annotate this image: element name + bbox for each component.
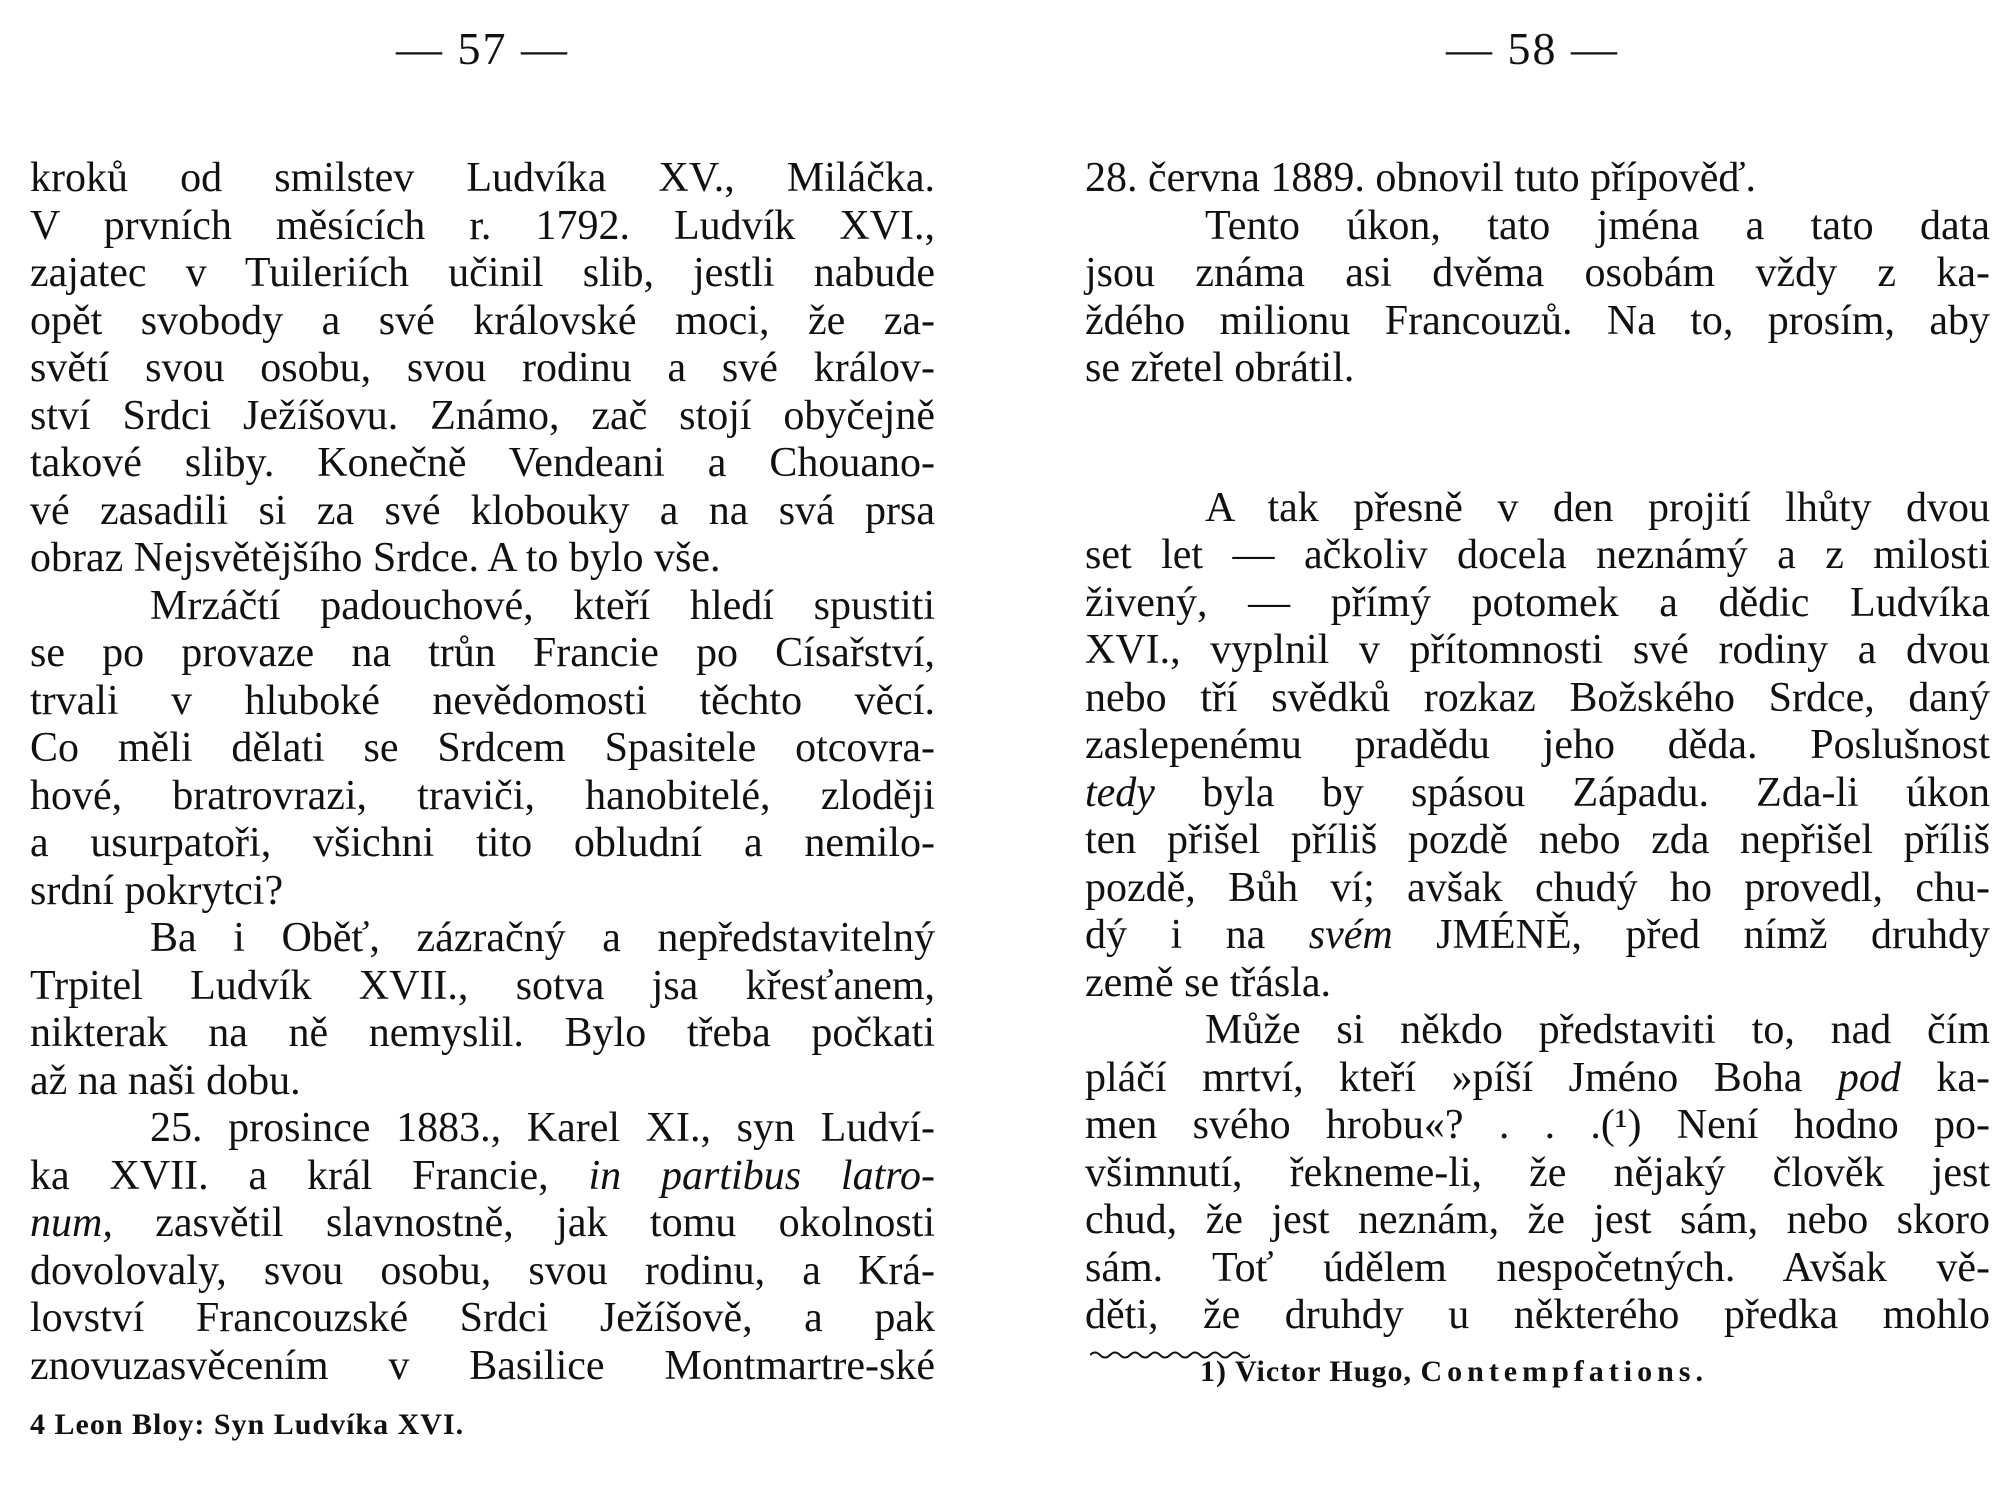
footnote-author: Victor Hugo, [1234, 1355, 1412, 1388]
italic-phrase: num, [30, 1200, 113, 1246]
page-number-right: — 58 — [1446, 23, 1619, 74]
text-line: obraz Nejsvětějšího Srdce. A to bylo vše. [30, 535, 721, 581]
text-line: zaslepenému pradědu jeho děda. Poslušnost [1085, 722, 1990, 768]
text-line: men svého hrobu«? . . .(¹) Není hodno po- [1085, 1102, 1990, 1148]
text-line: Může si někdo představiti to, nad čím [1205, 1007, 1990, 1053]
italic-word: pod [1837, 1054, 1901, 1101]
text-line: lovství Francouzské Srdci Ježíšově, a pak [30, 1295, 935, 1341]
text-line: sám. Toť údělem nespočetných. Avšak vě- [1085, 1244, 1990, 1291]
text-fragment: pláčí mrtví, kteří »píší Jméno Boha [1085, 1054, 1803, 1101]
text-line [1085, 912, 1990, 960]
text-line: A tak přesně v den projití lhůty dvou [1205, 484, 1990, 531]
text-line: jsou známa asi dvěma osobám vždy z ka- [1085, 250, 1990, 296]
text-line: 25. prosince 1883., Karel XI., syn Ludví- [150, 1105, 935, 1151]
text-line: hové, bratrovrazi, traviči, hanobitelé, zloději [30, 772, 935, 819]
text-fragment: ka XVII. a král Francie, [30, 1152, 549, 1199]
text-line: chud, že jest neznám, že jest sám, nebo skoro [1085, 1197, 1990, 1243]
footnote [1200, 1355, 1708, 1389]
italic-word: svém [1308, 912, 1393, 958]
right-page-text [1085, 155, 1990, 1340]
text-line: nikterak na ně nemyslil. Bylo třeba počkati [30, 1010, 935, 1056]
text-line: XVI., vyplnil v přítomnosti své rodiny a dvou [1085, 627, 1990, 673]
text-line: všimnutí, řekneme-li, že nějaký člověk jest [1085, 1149, 1990, 1196]
text-fragment: zasvětil slavnostně, jak tomu okolnosti [155, 1200, 936, 1246]
italic-word: tedy [1085, 769, 1155, 816]
text-line: se po provaze na trůn Francie po Císařství, [30, 630, 935, 676]
italic-phrase: in partibus latro- [588, 1152, 936, 1199]
left-page-text [30, 155, 935, 1390]
text-line: kroků od smilstev Ludvíka XV., Miláčka. [30, 155, 935, 201]
footnote-title: Contempfations. [1420, 1355, 1708, 1388]
footnote-marker: 1) [1200, 1355, 1227, 1388]
text-line: 28. června 1889. obnovil tuto přípověď. [1085, 155, 1757, 201]
text-line: ždého milionu Francouzů. Na to, prosím, aby [1085, 297, 1990, 344]
text-line: země se třásla. [1085, 959, 1332, 1006]
text-line: opět svobody a své královské moci, že za- [30, 297, 935, 344]
page-number-left: — 57 — [396, 23, 569, 74]
text-line: takové sliby. Konečně Vendeani a Chouano- [30, 440, 935, 486]
text-line: dovolovaly, svou osobu, svou rodinu, a Krá- [30, 1247, 935, 1294]
text-line: Trpitel Ludvík XVII., sotva jsa křesťanem, [30, 962, 935, 1009]
text-line: srdní pokrytci? [30, 867, 284, 914]
text-line: znovuzasvěcením v Basilice Montmartre-ské [30, 1342, 935, 1389]
text-fragment: JMÉNĚ, před nímž druhdy [1436, 912, 1990, 958]
text-line: děti, že druhdy u některého předka mohlo [1085, 1292, 1990, 1338]
text-line: Co měli dělati se Srdcem Spasitele otcovra- [30, 725, 935, 771]
text-line: Mrzáčtí padouchové, kteří hledí spustiti [150, 582, 935, 629]
text-fragment: byla by spásou Západu. Zda-li úkon [1202, 769, 1991, 816]
text-line: vé zasadili si za své klobouky a na svá prsa [30, 487, 935, 534]
text-line: se zřetel obrátil. [1085, 345, 1355, 391]
text-line [30, 1200, 935, 1248]
text-line [30, 1153, 935, 1201]
text-line: až na naši dobu. [30, 1057, 301, 1104]
text-line: nebo tří svědků rozkaz Božského Srdce, daný [1085, 674, 1990, 721]
text-line [1085, 1055, 1990, 1103]
text-line: trvali v hluboké nevědomosti těchto věcí. [30, 677, 935, 724]
text-line [1085, 770, 1990, 818]
text-line: pozdě, Bůh ví; avšak chudý ho provedl, chu- [1085, 864, 1990, 911]
text-line: Ba i Oběť, zázračný a nepředstavitelný [150, 915, 935, 961]
text-line: živený, — přímý potomek a dědic Ludvíka [1085, 579, 1990, 626]
text-line: a usurpatoři, všichni tito obludní a nemilo- [30, 820, 935, 866]
text-line: Tento úkon, tato jména a tato data [1205, 202, 1990, 249]
paragraph-gap [1085, 393, 1990, 485]
text-fragment: ka- [1936, 1054, 1990, 1101]
text-line: V prvních měsících r. 1792. Ludvík XVI., [30, 202, 935, 249]
text-line: ten přišel příliš pozdě nebo zda nepřišel příliš [1085, 817, 1990, 863]
text-line: světí svou osobu, svou rodinu a své králov- [30, 345, 935, 391]
signature-mark: 4 Leon Bloy: Syn Ludvíka XVI. [30, 1408, 465, 1441]
text-line: zajatec v Tuileriích učinil slib, jestli nabude [30, 250, 935, 296]
text-fragment: dý i na [1085, 912, 1266, 958]
text-line: ství Srdci Ježíšovu. Známo, zač stojí obyčejně [30, 392, 935, 439]
text-line: set let — ačkoliv docela neznámý a z milosti [1085, 532, 1990, 578]
